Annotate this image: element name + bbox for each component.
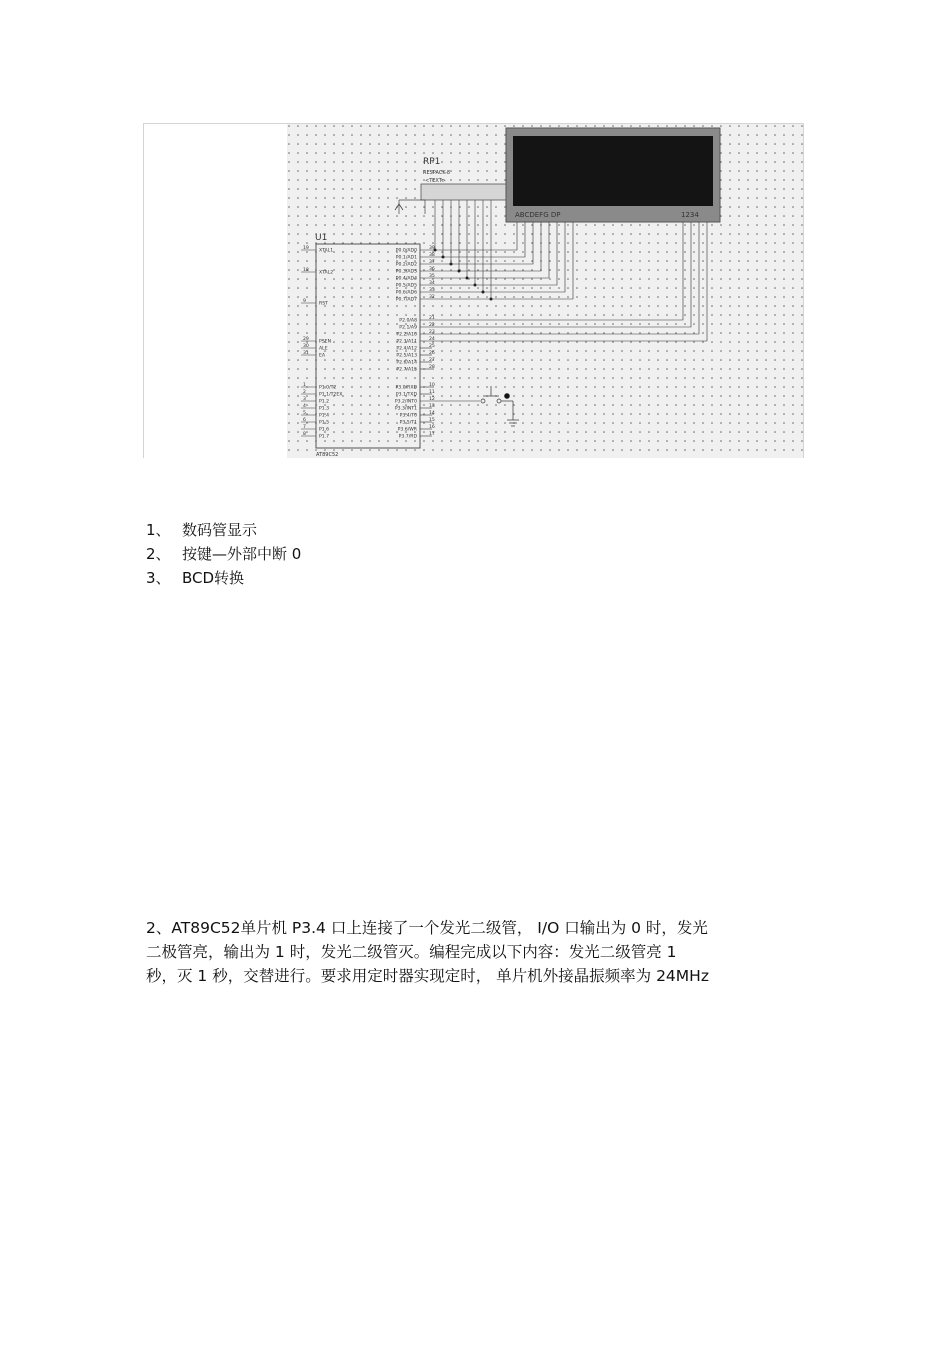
pin-name: P3.7/RD bbox=[398, 434, 417, 440]
pin-number: 23 bbox=[429, 330, 435, 335]
list-text: BCD转换 bbox=[182, 569, 245, 587]
pin-name: P1.7 bbox=[319, 434, 330, 440]
pin-name: P1.3 bbox=[319, 406, 330, 412]
pin-name: P2.5/A13 bbox=[396, 353, 417, 359]
pin-name: P1.6 bbox=[319, 427, 330, 433]
pin-number: 3 bbox=[303, 397, 306, 402]
list-number: 1、 bbox=[146, 521, 171, 539]
pin-name: P1.1/T2EX bbox=[319, 392, 343, 398]
pin-number: 28 bbox=[429, 365, 435, 370]
pin-number: 7 bbox=[303, 425, 306, 430]
pin-name: P1.2 bbox=[319, 399, 330, 405]
pin-number: 38 bbox=[429, 253, 435, 258]
pin-name: P3.4/T0 bbox=[399, 413, 417, 419]
pin-number: 18 bbox=[303, 268, 309, 273]
pin-number: 1 bbox=[303, 383, 306, 388]
pin-number: 13 bbox=[429, 404, 435, 409]
pin-number: 33 bbox=[429, 288, 435, 293]
pin-number: 29 bbox=[303, 337, 309, 342]
pin-name: P0.7/AD7 bbox=[395, 297, 417, 303]
pin-name: P3.6/WR bbox=[397, 427, 417, 433]
pin-number: 39 bbox=[429, 246, 435, 251]
pin-number: 30 bbox=[303, 344, 309, 349]
pin-number: 4 bbox=[303, 404, 306, 409]
topic-list bbox=[146, 518, 301, 590]
pin-name: P1.4 bbox=[319, 413, 330, 419]
list-number: 3、 bbox=[146, 569, 171, 587]
pin-name: XTAL1 bbox=[319, 248, 334, 254]
question-line: 2、AT89C52单片机 P3.4 口上连接了一个发光二级管， I/O 口输出为 0 时，发光 bbox=[146, 919, 708, 937]
mcu-part: AT89C52 bbox=[316, 452, 339, 458]
pin-number: 12 bbox=[429, 397, 435, 402]
pin-number: 37 bbox=[429, 260, 435, 265]
seven-segment-display bbox=[506, 128, 720, 222]
pin-number: 35 bbox=[429, 274, 435, 279]
mcu-ref: U1 bbox=[315, 233, 328, 243]
pin-name: P3.1/TXD bbox=[395, 392, 417, 398]
pin-name: P2.7/A15 bbox=[396, 367, 417, 373]
pin-number: 19 bbox=[303, 246, 309, 251]
pin-name: P3.2/INT0 bbox=[394, 399, 417, 405]
pin-number: 22 bbox=[429, 323, 435, 328]
pin-name: XTAL2 bbox=[319, 270, 334, 276]
pin-number: 24 bbox=[429, 337, 435, 342]
pin-name: P1.5 bbox=[319, 420, 330, 426]
pin-number: 6 bbox=[303, 418, 306, 423]
pin-name: P2.4/A12 bbox=[396, 346, 417, 352]
display-segments-label: ABCDEFG DP bbox=[515, 211, 561, 219]
pin-name: P3.3/INT1 bbox=[394, 406, 417, 412]
pin-name: ALE bbox=[319, 346, 328, 352]
pin-number: 9 bbox=[303, 299, 306, 304]
pin-number: 26 bbox=[429, 351, 435, 356]
rp1-ref: RP1 bbox=[423, 157, 441, 167]
pin-name: P3.0/RXD bbox=[395, 385, 417, 391]
pin-number: 10 bbox=[429, 383, 435, 388]
list-item bbox=[146, 542, 301, 566]
pin-number: 16 bbox=[429, 425, 435, 430]
pin-name: P2.2/A10 bbox=[396, 332, 417, 338]
question-line: 二极管亮，输出为 1 时，发光二级管灭。编程完成以下内容：发光二级管亮 1 bbox=[146, 943, 677, 961]
rp1-part: RESPACK-8 bbox=[423, 170, 451, 176]
pin-number: 25 bbox=[429, 344, 435, 349]
pin-number: 27 bbox=[429, 358, 435, 363]
pin-number: 31 bbox=[303, 351, 309, 356]
pin-number: 5 bbox=[303, 411, 306, 416]
pin-name: PSEN bbox=[319, 339, 332, 345]
pin-number: 14 bbox=[429, 411, 435, 416]
pin-number: 11 bbox=[429, 390, 435, 395]
pin-number: 36 bbox=[429, 267, 435, 272]
pin-name: P3.5/T1 bbox=[399, 420, 417, 426]
pin-name: P2.3/A11 bbox=[396, 339, 417, 345]
list-text: 按键—外部中断 0 bbox=[182, 545, 302, 563]
pin-number: 17 bbox=[429, 432, 435, 437]
pin-name: P0.6/AD6 bbox=[395, 290, 417, 296]
pin-name: P0.4/AD4 bbox=[395, 276, 417, 282]
pin-number: 8 bbox=[303, 432, 306, 437]
list-number: 2、 bbox=[146, 545, 171, 563]
proteus-schematic bbox=[287, 124, 803, 458]
pin-name: P0.5/AD5 bbox=[395, 283, 417, 289]
rp1-text: <TEXT> bbox=[425, 178, 446, 184]
pin-name: P0.1/AD1 bbox=[395, 255, 417, 261]
display-digits-label: 1234 bbox=[681, 211, 699, 219]
pin-name: P2.0/A8 bbox=[399, 318, 417, 324]
pin-number: 34 bbox=[429, 281, 435, 286]
pin-name: P0.0/AD0 bbox=[395, 248, 417, 254]
pin-name: P2.1/A9 bbox=[399, 325, 417, 331]
exercise-question bbox=[146, 916, 811, 988]
question-line: 秒，灭 1 秒，交替进行。要求用定时器实现定时， 单片机外接晶振频率为 24MHz bbox=[146, 967, 709, 985]
pin-name: P0.2/AD2 bbox=[395, 262, 417, 268]
list-text: 数码管显示 bbox=[182, 521, 258, 539]
list-item bbox=[146, 566, 301, 590]
pin-name: RST bbox=[319, 301, 328, 307]
list-item bbox=[146, 518, 301, 542]
pin-name: P2.6/A14 bbox=[396, 360, 417, 366]
pin-name: P1.0/T2 bbox=[319, 385, 337, 391]
pin-number: 2 bbox=[303, 390, 306, 395]
pin-number: 21 bbox=[429, 316, 435, 321]
pin-name: EA bbox=[319, 353, 326, 359]
pin-number: 32 bbox=[429, 295, 435, 300]
pin-number: 15 bbox=[429, 418, 435, 423]
pin-name: P0.3/AD3 bbox=[395, 269, 417, 275]
